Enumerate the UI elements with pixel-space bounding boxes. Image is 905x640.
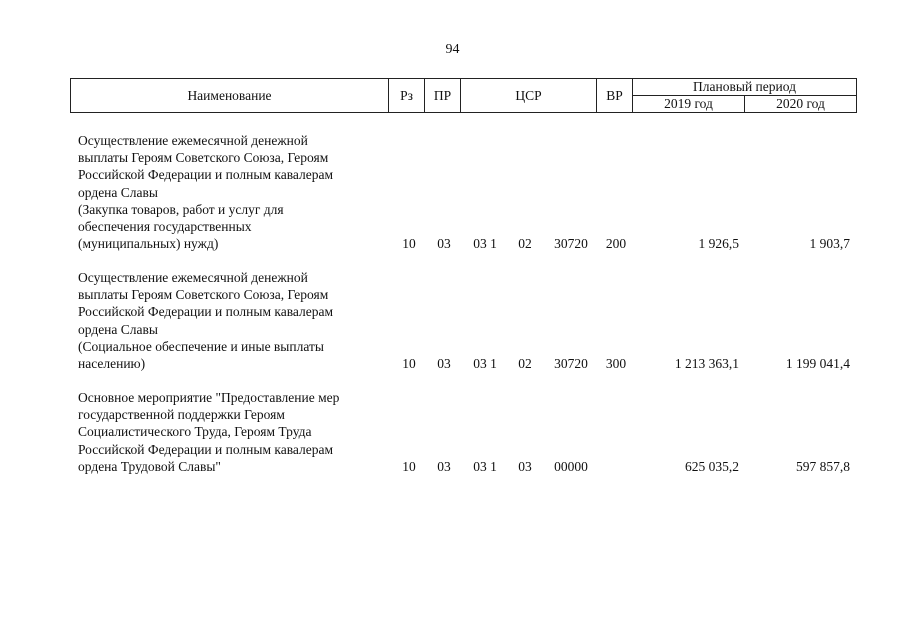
row-amount-2020: 597 857,8 — [796, 458, 850, 474]
table-header — [70, 78, 857, 113]
header-vr: ВР — [597, 79, 633, 113]
row-name: Осуществление ежемесячной денежной выплаты Героям Советского Союза, Героям Российской Федерации и полным кавалерам ордена Славы (Закупка товаров, работ и услуг для обеспечения государственных (муниципальных) нужд) — [78, 133, 334, 252]
row-amount-2019: 625 035,2 — [685, 458, 739, 474]
row-vr: 200 — [605, 235, 627, 251]
row-csr-program: 03 1 — [473, 235, 497, 251]
row-name: Основное мероприятие "Предоставление мер государственной поддержки Героям Социалистического Труда, Героям Труда Российской Федерации и полным кавалерам ордена Трудовой Славы" — [78, 390, 340, 474]
row-csr-subprogram: 02 — [518, 235, 532, 251]
row-pr: 03 — [437, 458, 451, 474]
header-planned-period: Плановый период — [633, 79, 857, 96]
row-csr-direction: 30720 — [554, 355, 588, 371]
table-row — [70, 389, 856, 475]
header-year-2019: 2019 год — [633, 96, 745, 113]
page-number: 94 — [445, 42, 460, 57]
header-rz: Рз — [389, 79, 425, 113]
row-rz: 10 — [402, 235, 416, 251]
header-pr: ПР — [425, 79, 461, 113]
row-csr-program: 03 1 — [473, 355, 497, 371]
row-amount-2020: 1 199 041,4 — [785, 355, 850, 371]
table-row — [70, 269, 856, 372]
row-pr: 03 — [437, 355, 451, 371]
row-rz: 10 — [402, 458, 416, 474]
row-csr-direction: 30720 — [554, 235, 588, 251]
row-pr: 03 — [437, 235, 451, 251]
row-csr-direction: 00000 — [554, 458, 588, 474]
row-csr-subprogram: 03 — [518, 458, 532, 474]
row-name: Осуществление ежемесячной денежной выплаты Героям Советского Союза, Героям Российской Федерации и полным кавалерам ордена Славы (Социальное обеспечение и иные выплаты населению) — [78, 270, 334, 372]
header-year-2020: 2020 год — [745, 96, 857, 113]
row-rz: 10 — [402, 355, 416, 371]
row-vr: 300 — [605, 355, 627, 371]
row-csr-subprogram: 02 — [518, 355, 532, 371]
row-amount-2019: 1 926,5 — [698, 235, 739, 251]
header-name: Наименование — [71, 79, 389, 113]
row-amount-2019: 1 213 363,1 — [674, 355, 739, 371]
table-row — [70, 132, 856, 252]
header-csr: ЦСР — [461, 79, 597, 113]
row-csr-program: 03 1 — [473, 458, 497, 474]
row-amount-2020: 1 903,7 — [809, 235, 850, 251]
